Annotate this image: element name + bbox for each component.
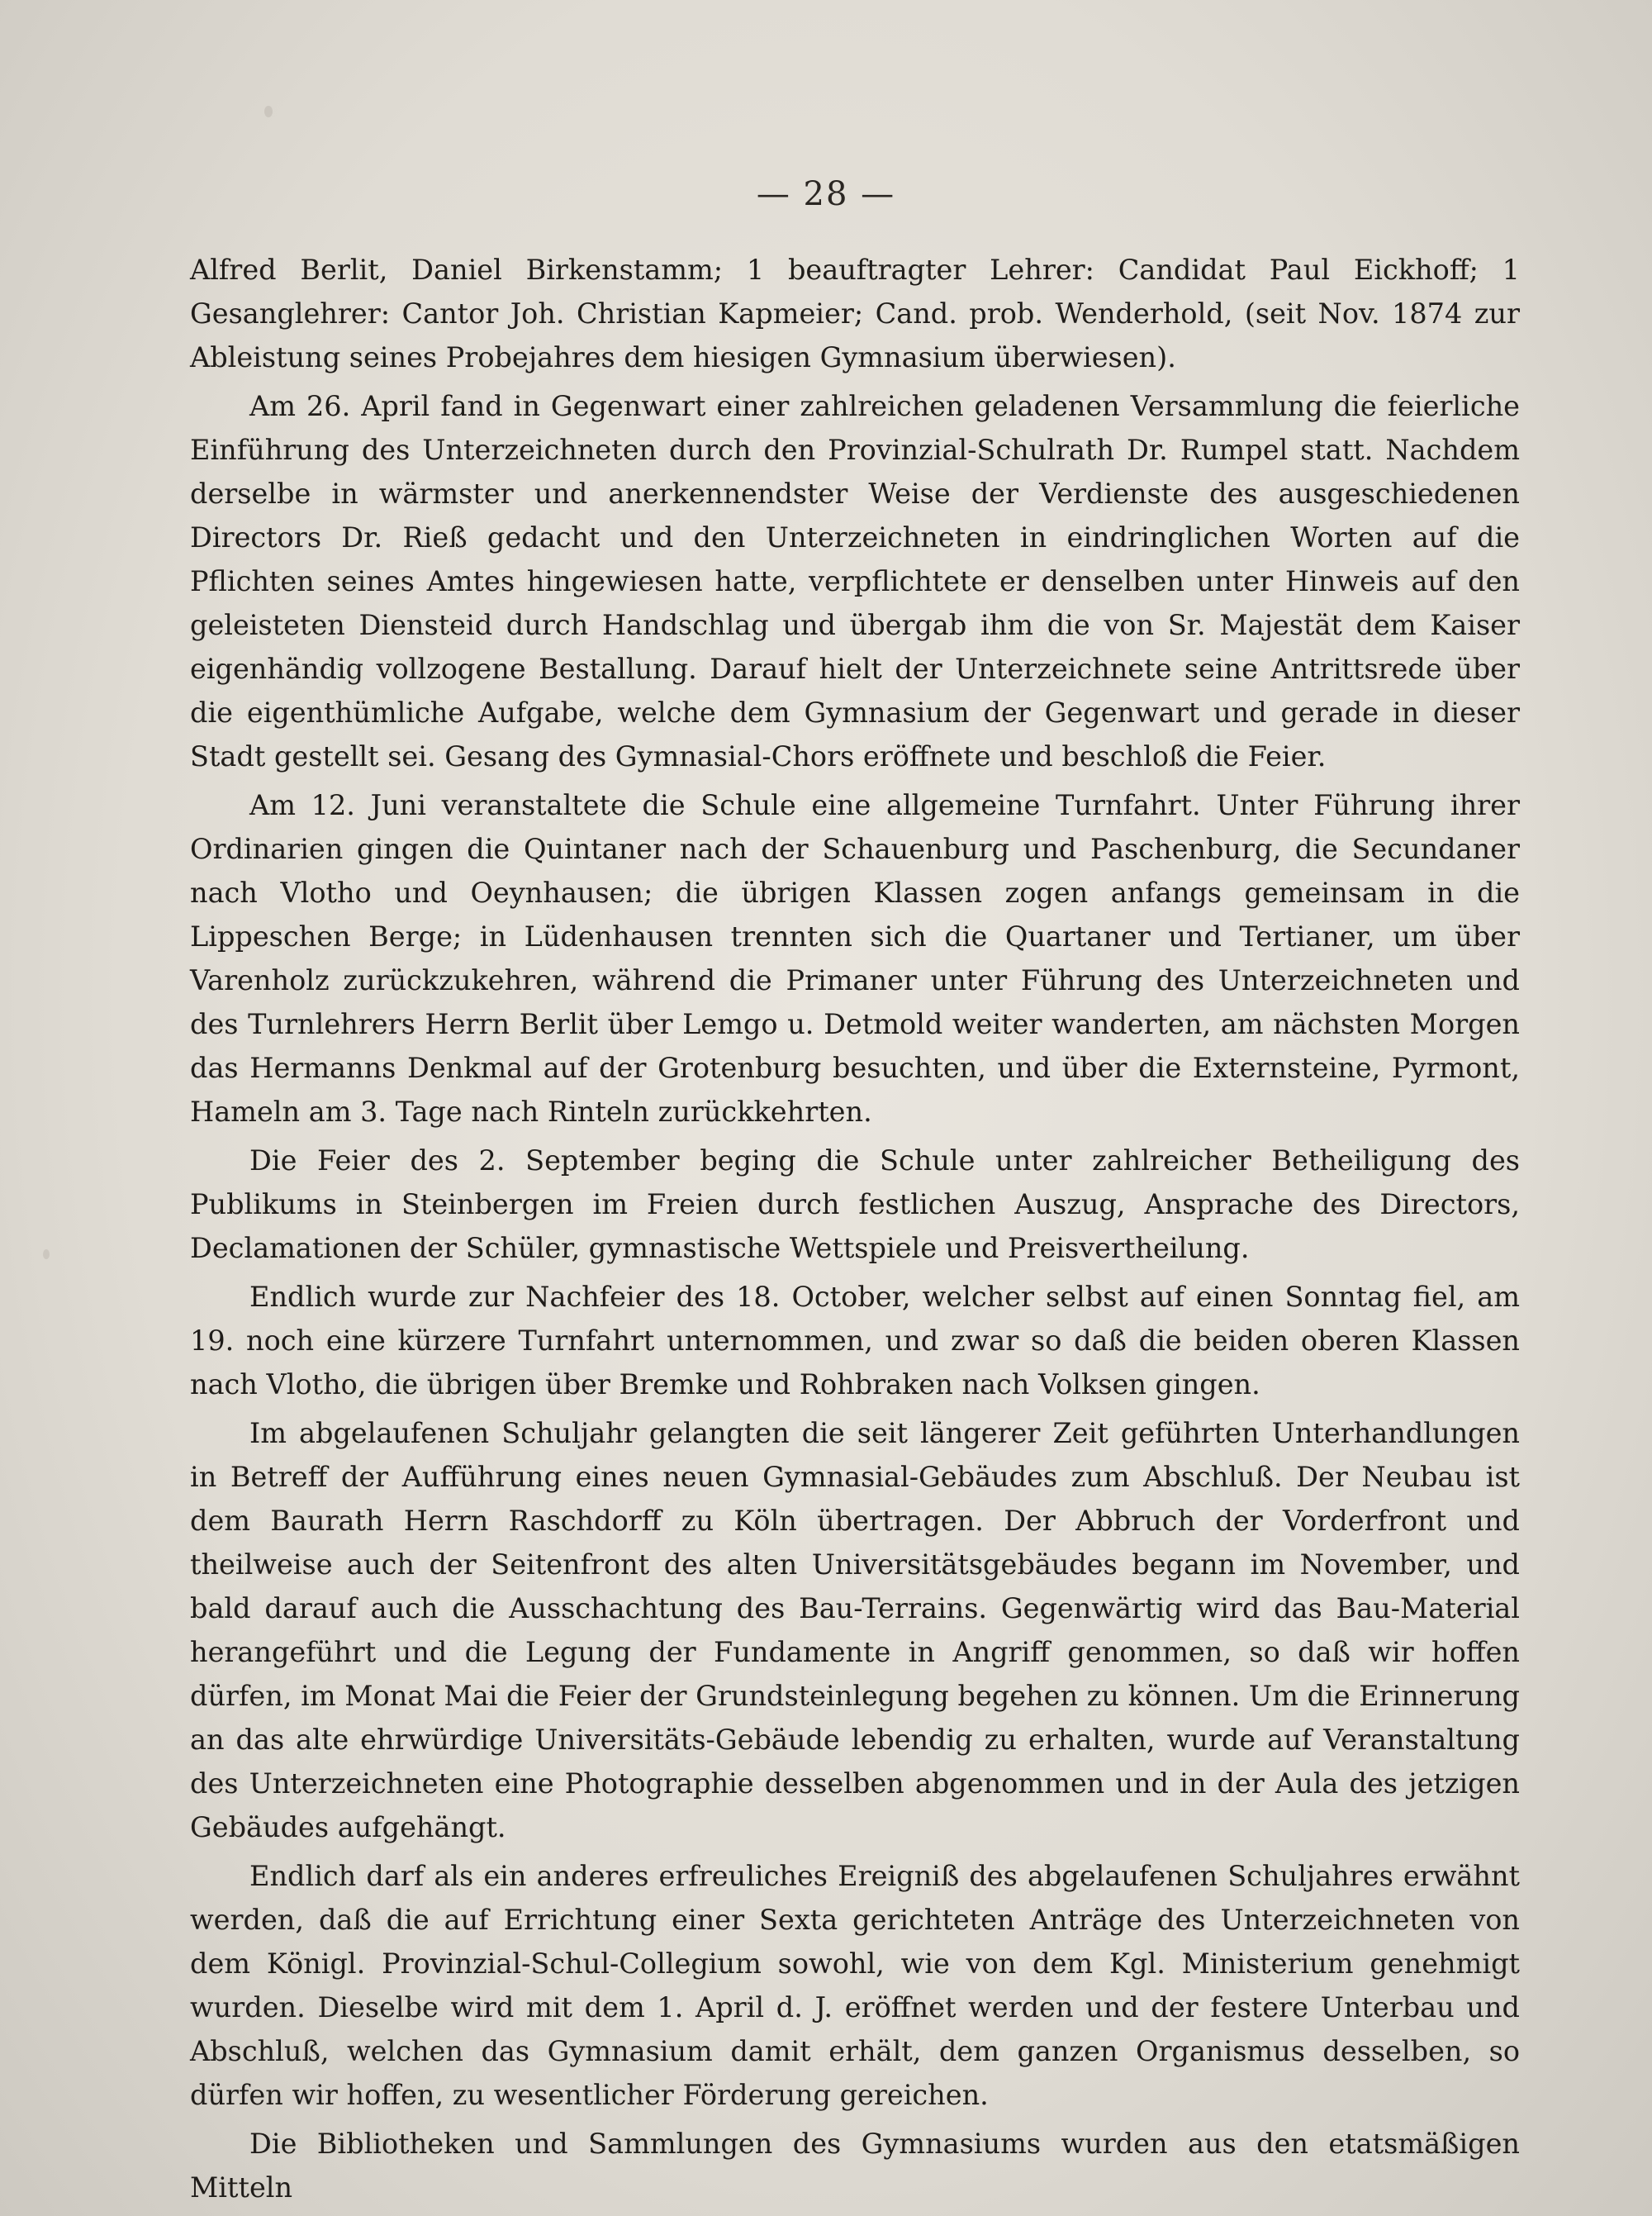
paragraph-sexta: Endlich darf als ein anderes erfreuliches Ereigniß des abgelaufenen Schuljahres erwähnt werden, daß die auf Errichtung einer Sexta gerichteten Anträge des Unterzeichneten von dem Königl. Provinzial-Schul-Collegium sowohl, wie von dem Kgl. Ministerium genehmigt wurden. Dieselbe wird mit dem 1. April d. J. eröffnet werden und der festere Unterbau und Abschluß, welchen das Gymnasium damit erhält, dem ganzen Organismus desselben, so dürfen wir hoffen, zu wesentlicher Förderung gereichen. — [190, 1860, 1520, 2111]
paragraph-october-excursion: Endlich wurde zur Nachfeier des 18. October, welcher selbst auf einen Sonntag fiel, am 19. noch eine kürzere Turnfahrt unternommen, und zwar so daß die beiden oberen Klassen nach Vlotho, die übrigen über Bremke und Rohbraken nach Volksen gingen. — [190, 1281, 1520, 1400]
paragraph-inauguration: Am 26. April fand in Gegenwart einer zahlreichen geladenen Versammlung die feierliche Einführung des Unterzeichneten durch den Provinzial-Schulrath Dr. Rumpel statt. Nachdem derselbe in wärmster und anerkennendster Weise der Verdienste des ausgeschiedenen Directors Dr. Rieß gedacht und den Unterzeichneten in eindringlichen Worten auf die Pflichten seines Amtes hingewiesen hatte, verpflichtete er denselben unter Hinweis auf den geleisteten Diensteid durch Handschlag und übergab ihm die von Sr. Majestät dem Kaiser eigenhändig vollzogene Bestallung. Darauf hielt der Unterzeichnete seine Antrittsrede über die eigenthümliche Aufgabe, welche dem Gymnasium der Gegenwart und gerade in dieser Stadt gestellt sei. Gesang des Gymnasial-Chors eröffnete und beschloß die Feier. — [190, 390, 1520, 773]
paragraph-excursion: Am 12. Juni veranstaltete die Schule eine allgemeine Turnfahrt. Unter Führung ihrer Ordinarien gingen die Quintaner nach der Schauenburg und Paschenburg, die Secundaner nach Vlotho und Oeynhausen; die übrigen Klassen zogen anfangs gemeinsam in die Lippeschen Berge; in Lüdenhausen trennten sich die Quartaner und Tertianer, um über Varenholz zurückzukehren, während die Primaner unter Führung des Unterzeichneten und des Turnlehrers Herrn Berlit über Lemgo u. Detmold weiter wanderten, am nächsten Morgen das Hermanns Denkmal auf der Grotenburg besuchten, und über die Externsteine, Pyrmont, Hameln am 3. Tage nach Rinteln zurückkehrten. — [190, 789, 1520, 1128]
paragraph-new-building: Im abgelaufenen Schuljahr gelangten die seit längerer Zeit geführten Unterhandlungen in Betreff der Aufführung eines neuen Gymnasial-Gebäudes zum Abschluß. Der Neubau ist dem Baurath Herrn Raschdorff zu Köln übertragen. Der Abbruch der Vorderfront und theilweise auch der Seitenfront des alten Universitätsgebäudes begann im November, und bald darauf auch die Ausschachtung des Bau-Terrains. Gegenwärtig wird das Bau-Material herangeführt und die Legung der Fundamente in Angriff genommen, so daß wir hoffen dürfen, im Monat Mai die Feier der Grundsteinlegung begehen zu können. Um die Erinnerung an das alte ehrwürdige Universitäts-Gebäude lebendig zu erhalten, wurde auf Veranstaltung des Unterzeichneten eine Photographie desselben abgenommen und in der Aula des jetzigen Gebäudes aufgehängt. — [190, 1417, 1520, 1843]
body-text — [190, 248, 1520, 2209]
paragraph-september-celebration: Die Feier des 2. September beging die Schule unter zahlreicher Betheiligung des Publikums in Steinbergen im Freien durch festlichen Auszug, Ansprache des Directors, Declamationen der Schüler, gymnastische Wettspiele und Preisvertheilung. — [190, 1144, 1520, 1264]
paper-stain — [43, 1249, 50, 1259]
page-number: — 28 — — [756, 175, 896, 213]
paper-stain — [264, 106, 273, 117]
paragraph-libraries: Die Bibliotheken und Sammlungen des Gymnasiums wurden aus den etatsmäßigen Mitteln — [190, 2128, 1520, 2204]
paragraph-staff-list: Alfred Berlit, Daniel Birkenstamm; 1 beauftragter Lehrer: Candidat Paul Eickhoff; 1 Gesanglehrer: Cantor Joh. Christian Kapmeier; Cand. prob. Wenderhold, (seit Nov. 1874 zur Ableistung seines Probejahres dem hiesigen Gymnasium überwiesen). — [190, 254, 1520, 373]
